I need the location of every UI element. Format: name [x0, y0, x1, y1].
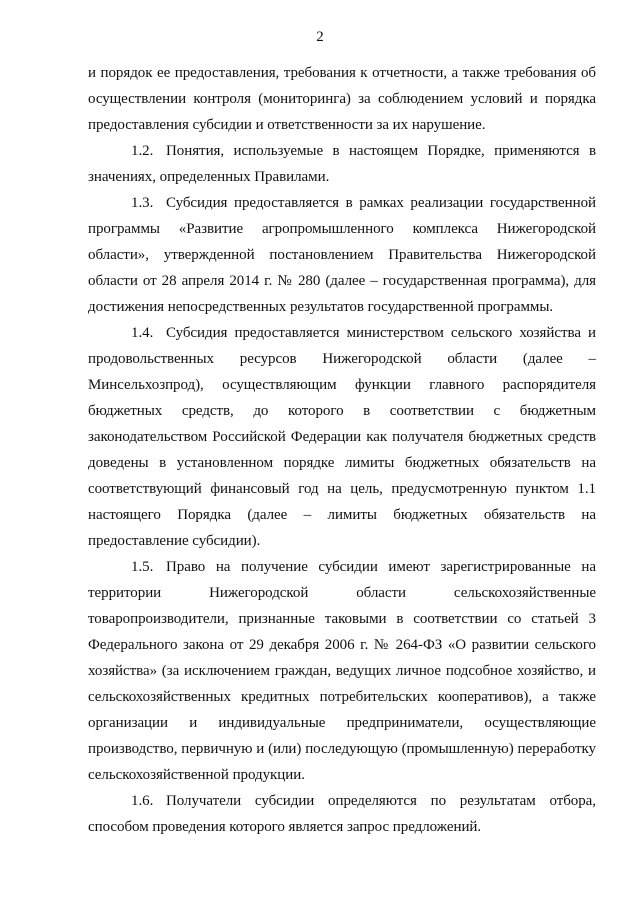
paragraph-text: Право на получение субсидии имеют зарегистрированные на территории Нижегородской области сельскохозяйственные товаропроизводители, признанные таковыми в соответствии со статьей 3 Федерального закона от 29 декабря 2006 г. № 264-ФЗ «О развитии сельского хозяйства» (за исключением граждан, ведущих личное подсобное хозяйство, и сельскохозяйственных кредитных потребительских кооперативов), а также организации и индивидуальные предприниматели, осуществляющие производство, первичную и (или) последующую (промышленную) переработку сельскохозяйственной продукции.	[88, 559, 596, 783]
paragraph-text: Субсидия предоставляется в рамках реализации государственной программы «Развитие агропромышленного комплекса Нижегородской области», утвержденной постановлением Правительства Нижегородской области от 28 апреля 2014 г. № 280 (далее – государственная программа), для достижения непосредственных результатов государственной программы.	[88, 195, 596, 315]
paragraph-text: Получатели субсидии определяются по результатам отбора, способом проведения которого является запрос предложений.	[88, 793, 596, 835]
paragraph-number: 1.3.	[131, 195, 154, 211]
document-body	[88, 60, 596, 840]
paragraph-1-3	[88, 190, 596, 320]
paragraph-text: Понятия, используемые в настоящем Порядке, применяются в значениях, определенных Правилами.	[88, 143, 596, 185]
paragraph-continuation	[88, 60, 596, 138]
paragraph-number: 1.2.	[131, 143, 154, 159]
paragraph-number: 1.5.	[131, 559, 154, 575]
paragraph-number: 1.4.	[131, 325, 154, 341]
paragraph-text: Субсидия предоставляется министерством сельского хозяйства и продовольственных ресурсов Нижегородской области (далее – Минсельхозпрод), осуществляющим функции главного распорядителя бюджетных средств, до которого в соответствии с бюджетным законодательством Российской Федерации как получателя бюджетных средств доведены в установленном порядке лимиты бюджетных обязательств на соответствующий финансовый год на цель, предусмотренную пунктом 1.1 настоящего Порядка (далее – лимиты бюджетных обязательств на предоставление субсидии).	[88, 325, 596, 549]
paragraph-1-4	[88, 320, 596, 554]
paragraph-1-6	[88, 788, 596, 840]
paragraph-number: 1.6.	[131, 793, 154, 809]
paragraph-1-2	[88, 138, 596, 190]
page-number: 2	[316, 29, 324, 45]
paragraph-1-5	[88, 554, 596, 788]
paragraph-text: и порядок ее предоставления, требования к отчетности, а также требования об осуществлении контроля (мониторинга) за соблюдением условий и порядка предоставления субсидии и ответственности за их нарушение.	[88, 65, 596, 133]
